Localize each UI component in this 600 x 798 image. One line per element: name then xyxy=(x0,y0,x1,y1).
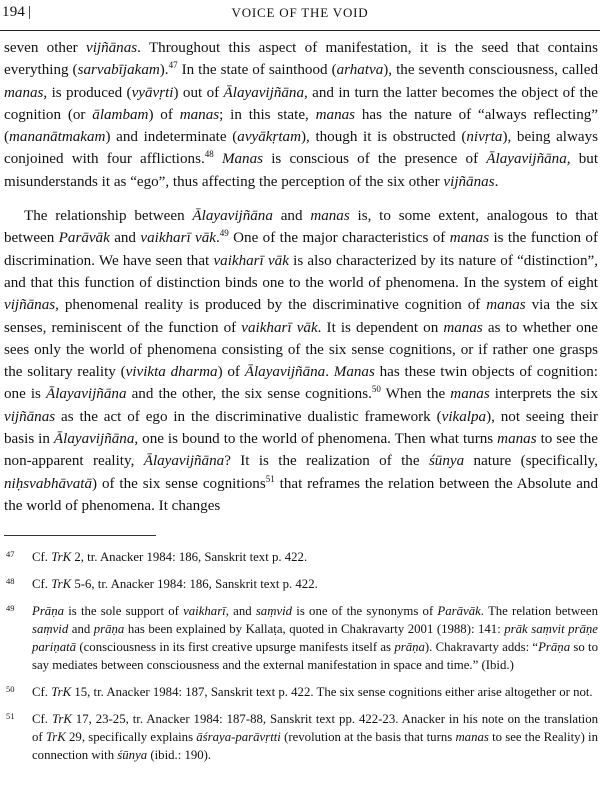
footnotes xyxy=(4,548,598,773)
footnote-divider xyxy=(4,535,156,536)
paragraph: seven other vijñānas. Throughout this aspect of manifestation, it is the seed that contains everything (sarvabījakam).$^{47}$ In the state of sainthood (arhatva), the seventh consciousness, called manas, is produced (vyāvṛti) out of Ālayavijñāna, and in turn the latter becomes the object of the cognition (or ālambam) of manas; in this state, manas has the nature of “always reflecting” (mananātmakam) and indeterminate (avyākṛtam), though it is obstructed (nivṛta), being always conjoined with four afflictions.$^{48}$ Manas is conscious of the presence of Ālayavijñāna, but misunderstands it as “ego”, thus affecting the perception of the six other vijñānas. xyxy=(4,40,599,190)
footnote-text: Prāṇa is the sole support of vaikharī, and saṃvid is one of the synonyms of Parāvāk. The relation between saṃvid and prāṇa has been explained by Kallaṭa, quoted in Chakravarty 2001 (1988): 141: prāk saṃvit prāṇe pariṇatā (consciousness in its first creative upsurge manifests itself as prāṇa). Chakravarty adds: “Prāṇa so to say mediates between consciousness and the external manifestation in space and time.” (Ibid.) xyxy=(32,604,598,672)
footnote xyxy=(4,710,598,764)
footnote-text: Cf. TrK 15, tr. Anacker 1984: 187, Sanskrit text p. 422. The six sense cognitions either arise altogether or not. xyxy=(32,685,593,699)
footnote xyxy=(4,575,598,593)
footnote-number: 51 xyxy=(6,711,15,721)
main-text xyxy=(4,37,598,517)
footnote xyxy=(4,683,598,701)
page-number-value: 194 xyxy=(2,4,26,20)
footnote-number: 48 xyxy=(6,576,15,586)
footnote-text: Cf. TrK 5-6, tr. Anacker 1984: 186, Sanskrit text p. 422. xyxy=(32,577,318,591)
page-header xyxy=(0,0,600,31)
footnote-number: 50 xyxy=(6,684,15,694)
paragraph: The relationship between Ālayavijñāna and manas is, to some extent, analogous to that between Parāvāk and vaikharī vāk.$^{49}$ One of the major characteristics of manas is the function of discrimination. We have seen that vaikharī vāk is also characterized by its nature of “distinction”, and that this function of distinction binds one to the world of phenomena. In the system of eight vijñānas, phenomenal reality is produced by the discriminative cognition of manas via the six senses, reminiscent of the function of vaikharī vāk. It is dependent on manas as to whether one sees only the world of phenomena consisting of the six sense cognitions, or if rather one grasps the solitary reality (vivikta dharma) of Ālayavijñāna. Manas has these twin objects of cognition: one is Ālayavijñāna and the other, the six sense cognitions.$^{50}$ When the manas interprets the six vijñānas as the act of ego in the discriminative dualistic framework (vikalpa), not seeing their basis in Ālayavijñāna, one is bound to the world of phenomena. Then what turns manas to see the non-apparent reality, Ālayavijñāna? It is the realization of the śūnya nature (specifically, niḥsvabhāvatā) of the six sense cognitions$^{51}$ that reframes the relation between the Absolute and the world of phenomena. It changes xyxy=(4,208,599,514)
footnote-text: Cf. TrK 17, 23-25, tr. Anacker 1984: 187-88, Sanskrit text pp. 422-23. Anacker in his note on the translation of TrK 29, specifically explains āśraya-parāvṛtti (revolution at the basis that turns manas to see the Reality) in connection with śūnya (ibid.: 190). xyxy=(32,712,598,762)
footnote-number: 47 xyxy=(6,549,15,559)
running-title: VOICE OF THE VOID xyxy=(231,5,369,20)
footnote-text: Cf. TrK 2, tr. Anacker 1984: 186, Sanskrit text p. 422. xyxy=(32,550,308,564)
page-number-separator: | xyxy=(28,4,32,20)
footnote xyxy=(4,602,598,674)
footnote xyxy=(4,548,598,566)
footnote-number: 49 xyxy=(6,603,15,613)
